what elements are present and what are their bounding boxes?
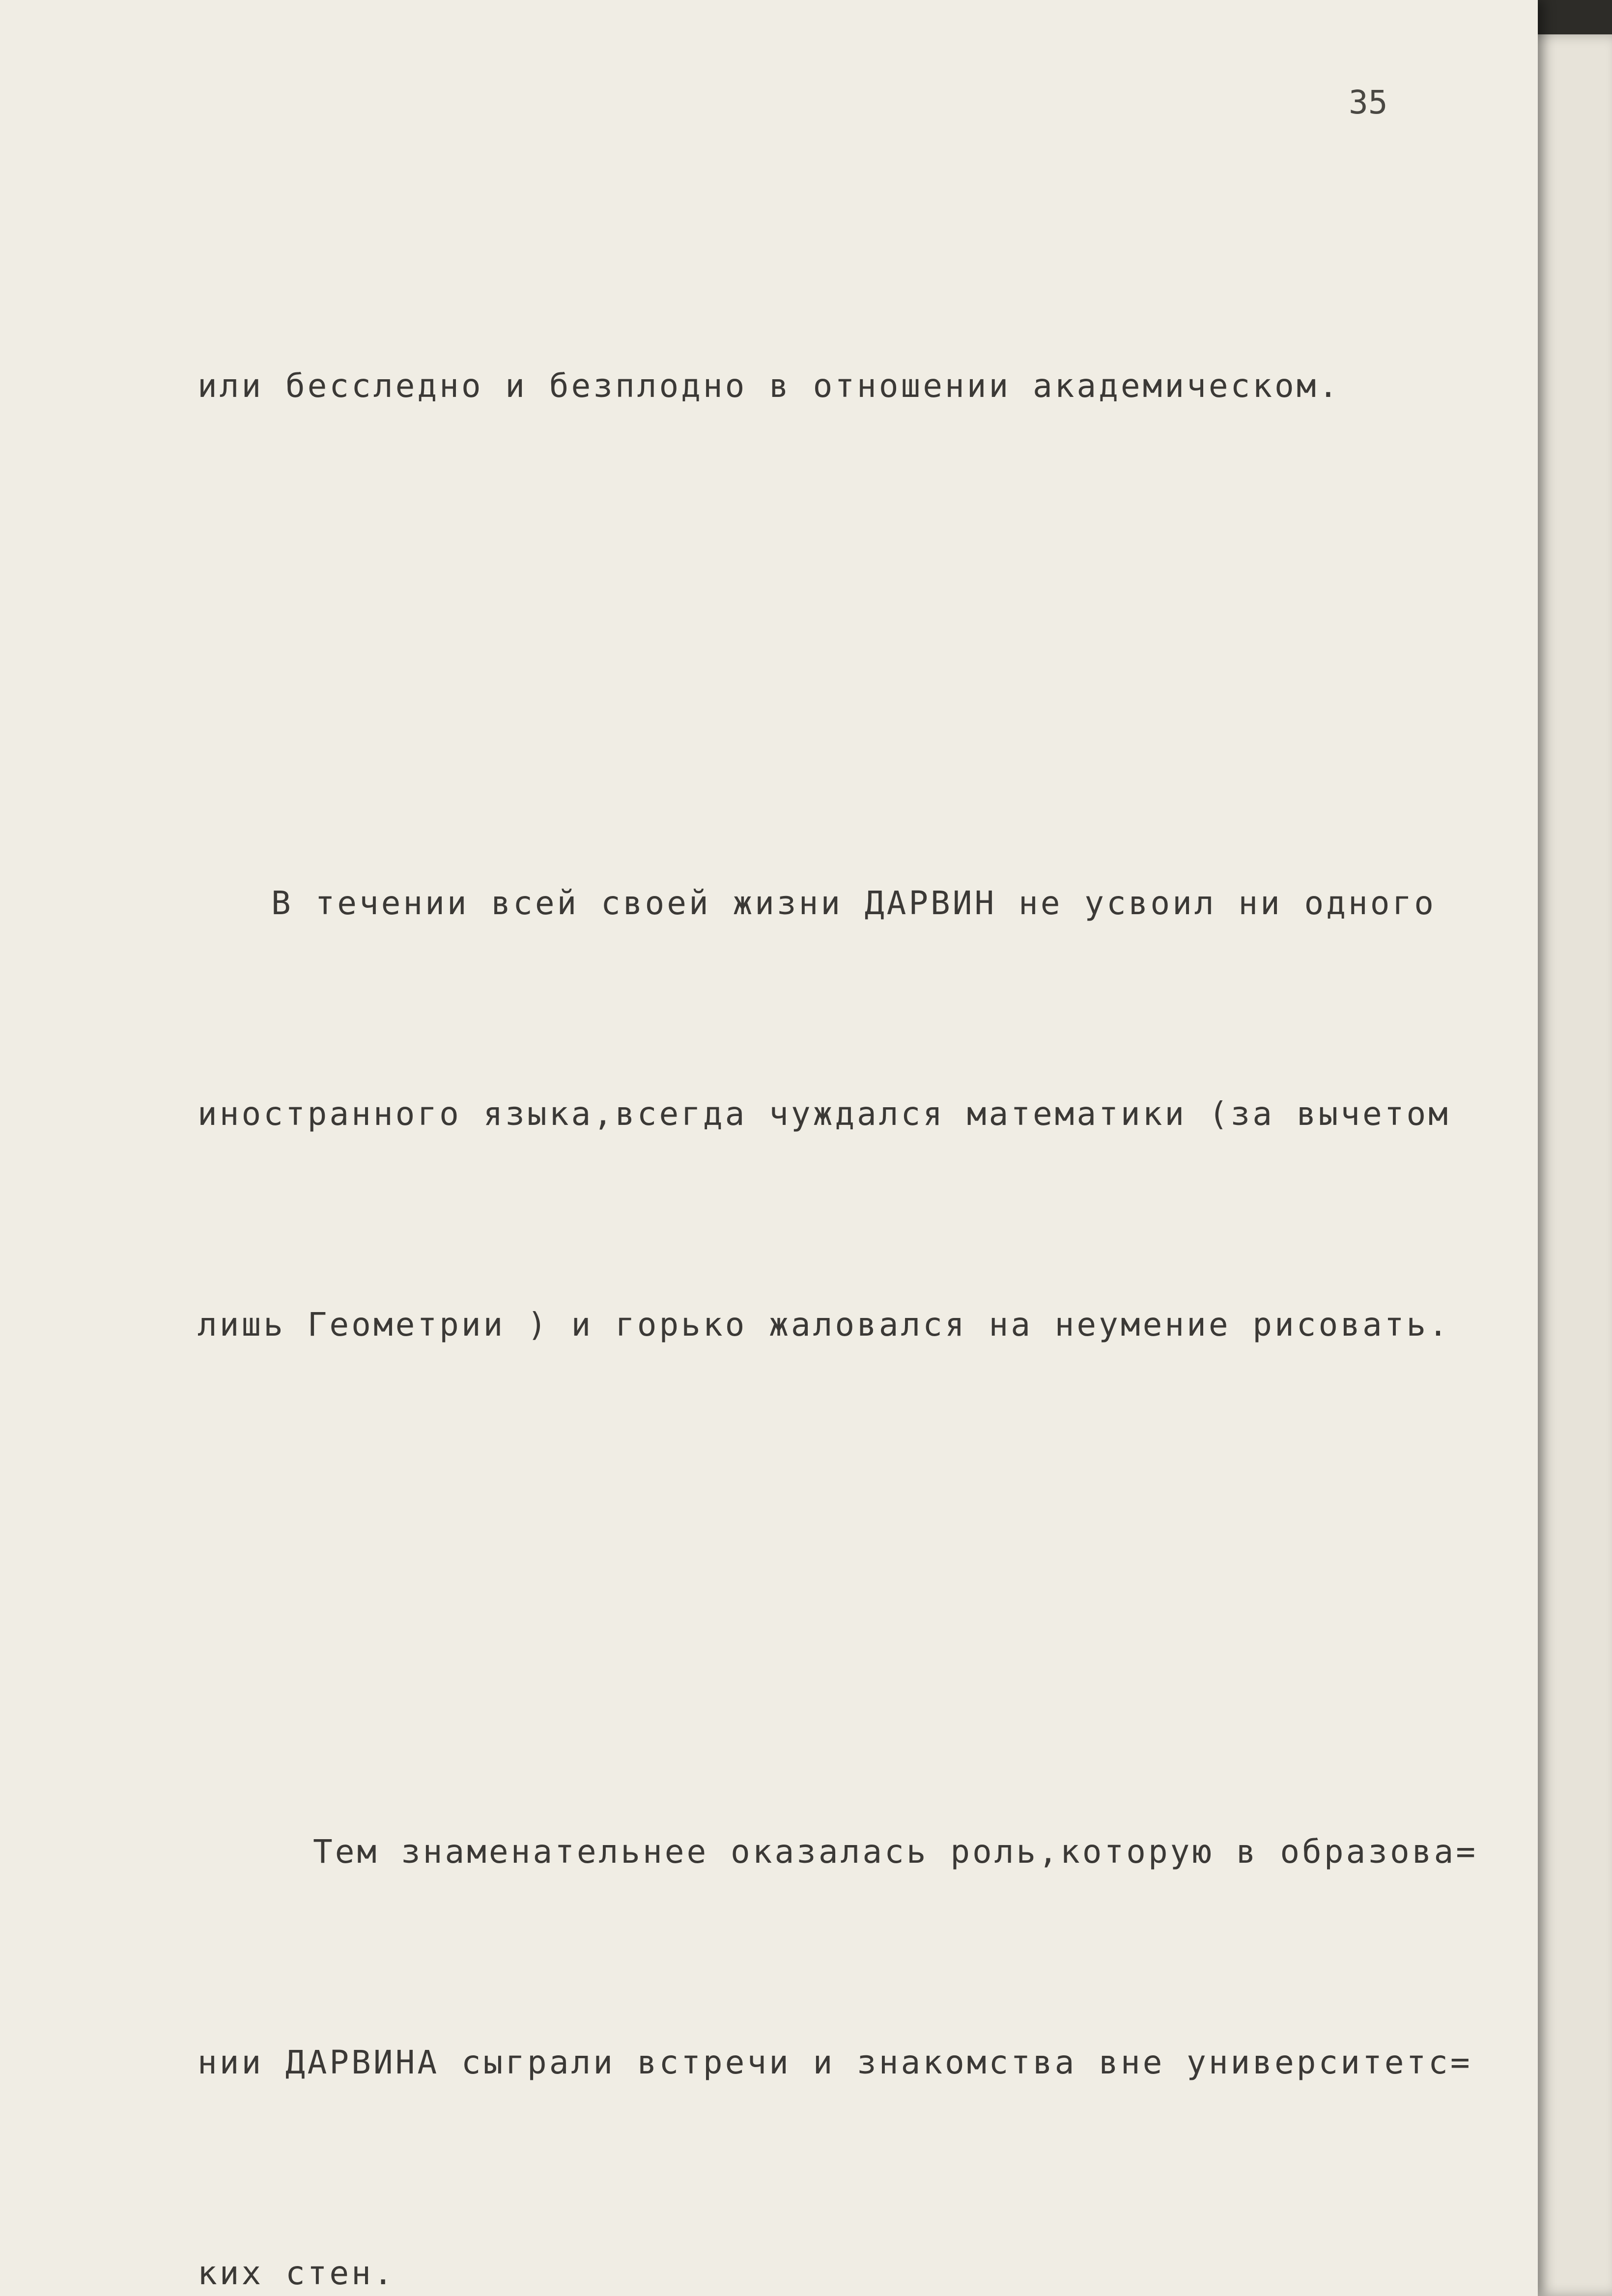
text-line: или бесследно и безплодно в отношении академическом.: [198, 367, 1341, 405]
text-line: Тем знаменательнее оказалась роль,которую в образова=: [313, 1833, 1478, 1871]
text-line: ких стен.: [198, 2254, 396, 2292]
text-line: нии ДАРВИНА сыграли встречи и знакомства вне университетс=: [198, 2044, 1472, 2081]
page-number: 35: [1349, 84, 1388, 121]
text-line: лишь Геометрии ) и горько жаловался на неумение рисовать.: [198, 1306, 1450, 1344]
text-line: иностранного языка,всегда чуждался математики (за вычетом: [198, 1095, 1450, 1133]
text-line: В течении всей своей жизни ДАРВИН не усвоил ни одного: [271, 884, 1436, 922]
page-body-text: [198, 140, 1504, 2296]
paragraph-gap: [198, 561, 1504, 587]
paragraph-gap: [198, 1500, 1504, 1536]
